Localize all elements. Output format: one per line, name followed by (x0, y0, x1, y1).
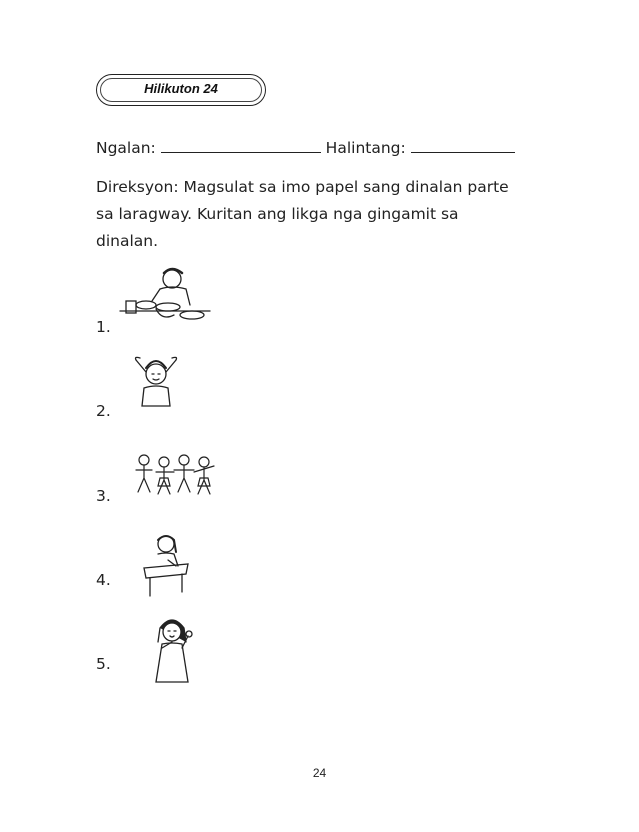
item-number: 4. (96, 571, 111, 589)
children-dancing-icon (130, 448, 220, 498)
girl-smelling-icon (148, 612, 196, 686)
activity-title: Hilikuton 24 (144, 81, 218, 96)
item-number: 2. (96, 402, 111, 420)
directions-line: dinalan. (96, 232, 159, 250)
name-grade-line (96, 137, 515, 157)
name-blank (161, 137, 321, 153)
grade-blank (411, 137, 515, 153)
child-washing-hair-icon (130, 352, 182, 408)
item-number: 5. (96, 655, 111, 673)
child-eating-icon (116, 265, 212, 327)
directions-line: Direksyon: Magsulat sa imo papel sang dinalan parte (96, 178, 509, 196)
grade-label: Halintang: (325, 139, 406, 157)
page-number: 24 (312, 766, 327, 780)
item-number: 3. (96, 487, 111, 505)
item-number: 1. (96, 318, 111, 336)
name-label: Ngalan: (96, 139, 156, 157)
directions-line: sa laragway. Kuritan ang likga nga gingamit sa (96, 205, 459, 223)
child-writing-icon (142, 530, 190, 598)
activity-title-box (96, 74, 266, 106)
directions (96, 174, 556, 255)
